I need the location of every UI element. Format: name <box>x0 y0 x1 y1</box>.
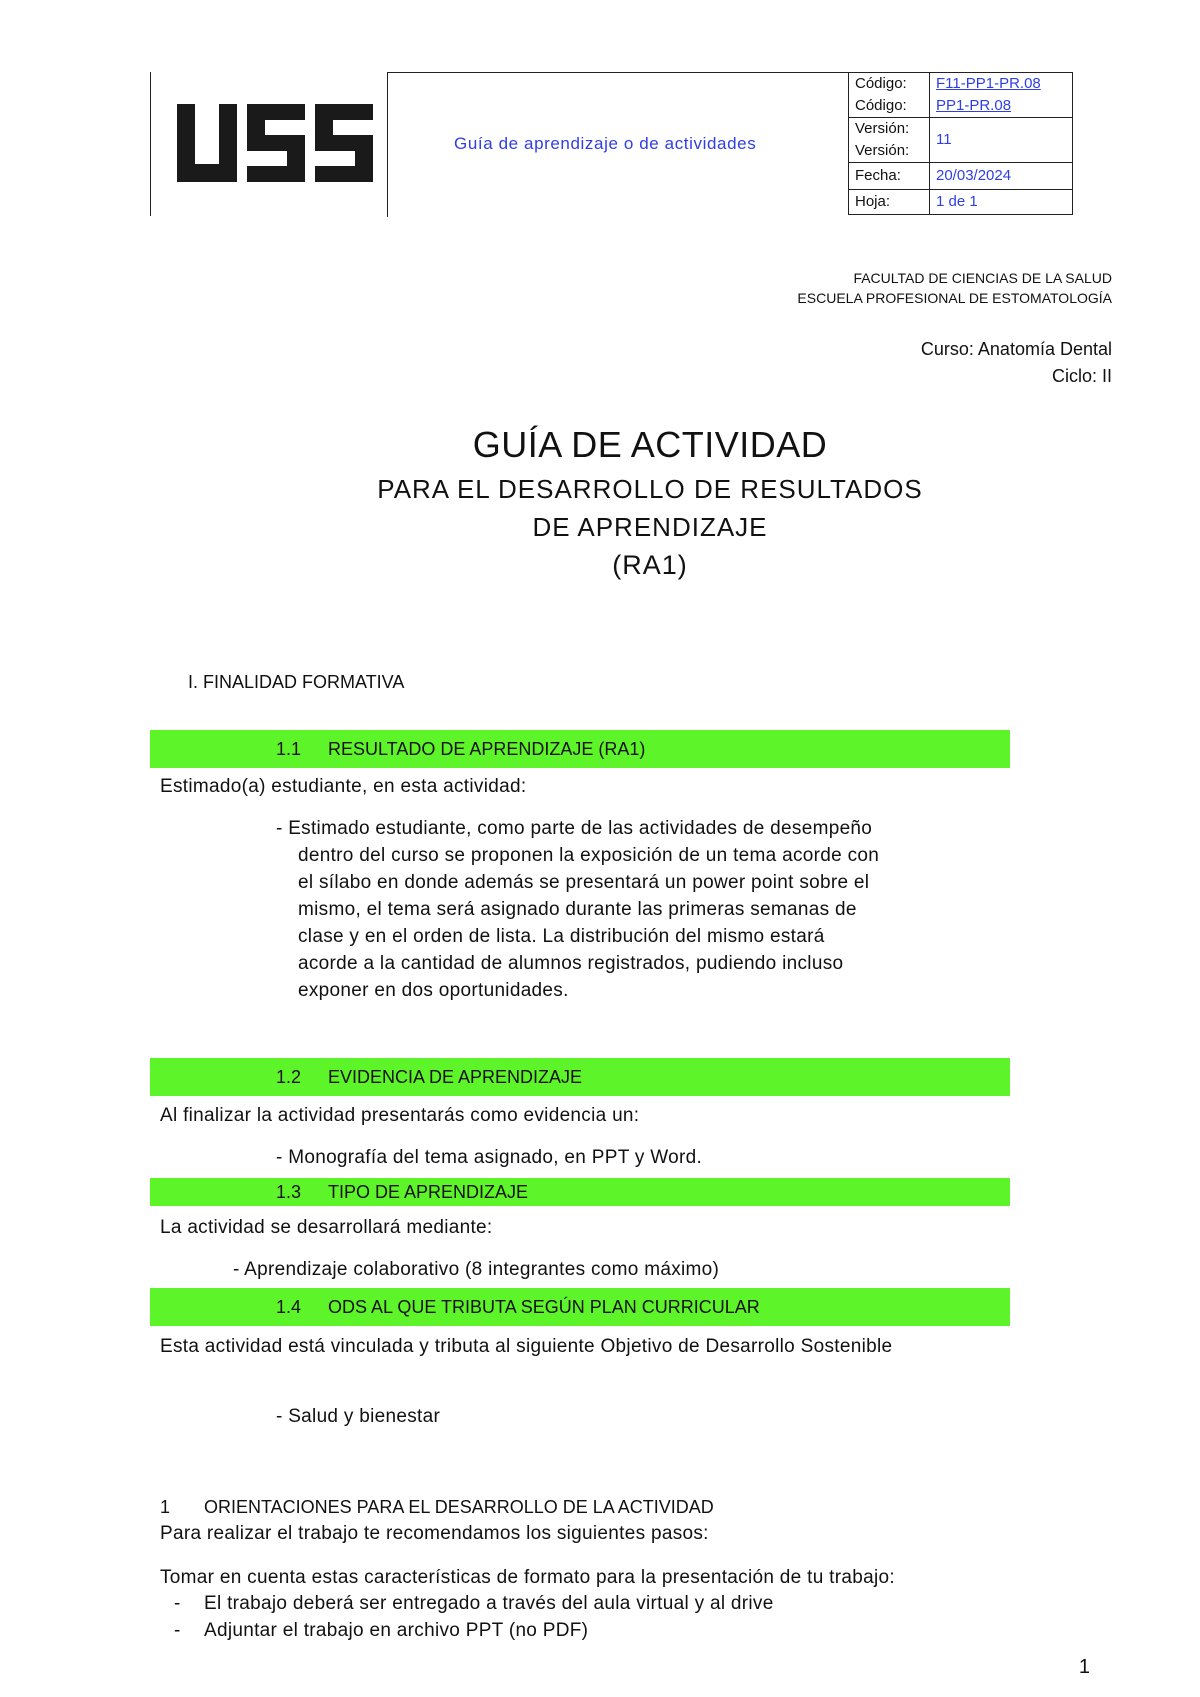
evidence-item: - Monografía del tema asignado, en PPT y Word. <box>276 1147 703 1168</box>
ra-intro: Estimado(a) estudiante, en esta actividad: <box>160 776 527 797</box>
fecha-label: Fecha: <box>849 163 930 190</box>
subsection-number: 1.2 <box>276 1067 302 1087</box>
meta-row-codigo <box>849 73 1073 118</box>
section-heading <box>160 1494 714 1520</box>
steps-intro: Para realizar el trabajo te recomendamos los siguientes pasos: <box>160 1523 709 1544</box>
meta-row-fecha <box>849 163 1073 190</box>
type-intro: La actividad se desarrollará mediante: <box>160 1217 493 1238</box>
evidence-intro: Al finalizar la actividad presentarás como evidencia un: <box>160 1105 640 1126</box>
list-item <box>174 1590 774 1617</box>
bullet-dash: - <box>174 1593 181 1614</box>
meta-row-version <box>849 118 1073 163</box>
version-value: 11 <box>930 118 1073 163</box>
meta-row-hoja <box>849 190 1073 215</box>
hoja-value: 1 de 1 <box>930 190 1073 215</box>
logo-cell <box>150 72 387 216</box>
type-item: - Aprendizaje colaborativo (8 integrantes como máximo) <box>233 1259 720 1280</box>
course-name: Curso: Anatomía Dental <box>920 339 1112 359</box>
codigo-value-line: F11-PP1-PR.08 <box>936 75 1041 92</box>
section-number: 1 <box>160 1497 171 1517</box>
title-block <box>150 424 1150 584</box>
document-meta-table <box>848 72 1073 215</box>
subsection-number: 1.4 <box>276 1297 302 1317</box>
uss-logo <box>177 104 377 184</box>
subsection-bar <box>150 1178 1010 1206</box>
subsection-title: ODS AL QUE TRIBUTA SEGÚN PLAN CURRICULAR <box>328 1297 760 1317</box>
format-intro: Tomar en cuenta estas características de formato para la presentación de tu trabajo: <box>160 1567 895 1588</box>
paragraph-line: mismo, el tema será asignado durante las primeras semanas de <box>298 899 857 920</box>
subsection-number: 1.1 <box>276 739 302 759</box>
codigo-label-line: Código: <box>855 75 907 92</box>
paragraph-line: exponer en dos oportunidades. <box>298 980 569 1001</box>
header-title-cell <box>387 72 850 217</box>
page-title: GUÍA DE ACTIVIDAD <box>472 424 828 465</box>
version-label-line: Versión: <box>855 142 910 159</box>
list-item <box>174 1617 774 1644</box>
codigo-value <box>930 73 1073 118</box>
paragraph-line: clase y en el orden de lista. La distribución del mismo estará <box>298 926 825 947</box>
ods-intro: Esta actividad está vinculada y tributa al siguiente Objetivo de Desarrollo Sostenible <box>160 1336 893 1357</box>
subsection-title: EVIDENCIA DE APRENDIZAJE <box>328 1067 583 1087</box>
hoja-label: Hoja: <box>849 190 930 215</box>
subsection-bar <box>150 730 1010 768</box>
document-type-label: Guía de aprendizaje o de actividades <box>454 134 757 153</box>
fecha-value: 20/03/2024 <box>930 163 1073 190</box>
subtitle-line: PARA EL DESARROLLO DE RESULTADOS <box>377 474 923 504</box>
faculty-name: FACULTAD DE CIENCIAS DE LA SALUD <box>853 270 1112 286</box>
subsection-title: RESULTADO DE APRENDIZAJE (RA1) <box>328 739 646 759</box>
ra-paragraph <box>276 815 1006 1004</box>
version-label-line: Versión: <box>855 120 910 137</box>
course-block <box>921 336 1112 390</box>
page-subtitle <box>150 470 1150 546</box>
list-item-text: Adjuntar el trabajo en archivo PPT (no PDF) <box>204 1620 589 1641</box>
bullet-dash: - <box>174 1620 181 1641</box>
page-number: 1 <box>1078 1656 1090 1678</box>
section-title: ORIENTACIONES PARA EL DESARROLLO DE LA ACTIVIDAD <box>204 1497 714 1517</box>
paragraph-line: acorde a la cantidad de alumnos registrados, pudiendo incluso <box>298 953 844 974</box>
ods-item: - Salud y bienestar <box>276 1406 441 1427</box>
paragraph-line: - Estimado estudiante, como parte de las actividades de desempeño <box>276 818 873 839</box>
subsection-bar <box>150 1058 1010 1096</box>
list-item-text: El trabajo deberá ser entregado a través del aula virtual y al drive <box>204 1593 774 1614</box>
ra-label: (RA1) <box>612 550 688 580</box>
subtitle-line: DE APRENDIZAJE <box>532 512 768 542</box>
subsection-bar <box>150 1288 1010 1326</box>
paragraph-line: el sílabo en donde además se presentará un power point sobre el <box>298 872 870 893</box>
codigo-label-line: Código: <box>855 97 907 114</box>
paragraph-line: dentro del curso se proponen la exposición de un tema acorde con <box>298 845 880 866</box>
codigo-label <box>849 73 930 118</box>
codigo-value-line: PP1-PR.08 <box>936 97 1012 114</box>
section-heading: I. FINALIDAD FORMATIVA <box>188 672 405 692</box>
subsection-number: 1.3 <box>276 1182 302 1202</box>
course-cycle: Ciclo: II <box>1051 366 1112 386</box>
faculty-block <box>797 268 1112 308</box>
subsection-title: TIPO DE APRENDIZAJE <box>328 1182 529 1202</box>
school-name: ESCUELA PROFESIONAL DE ESTOMATOLOGÍA <box>797 290 1112 306</box>
format-bullet-list <box>174 1590 774 1644</box>
version-label <box>849 118 930 163</box>
